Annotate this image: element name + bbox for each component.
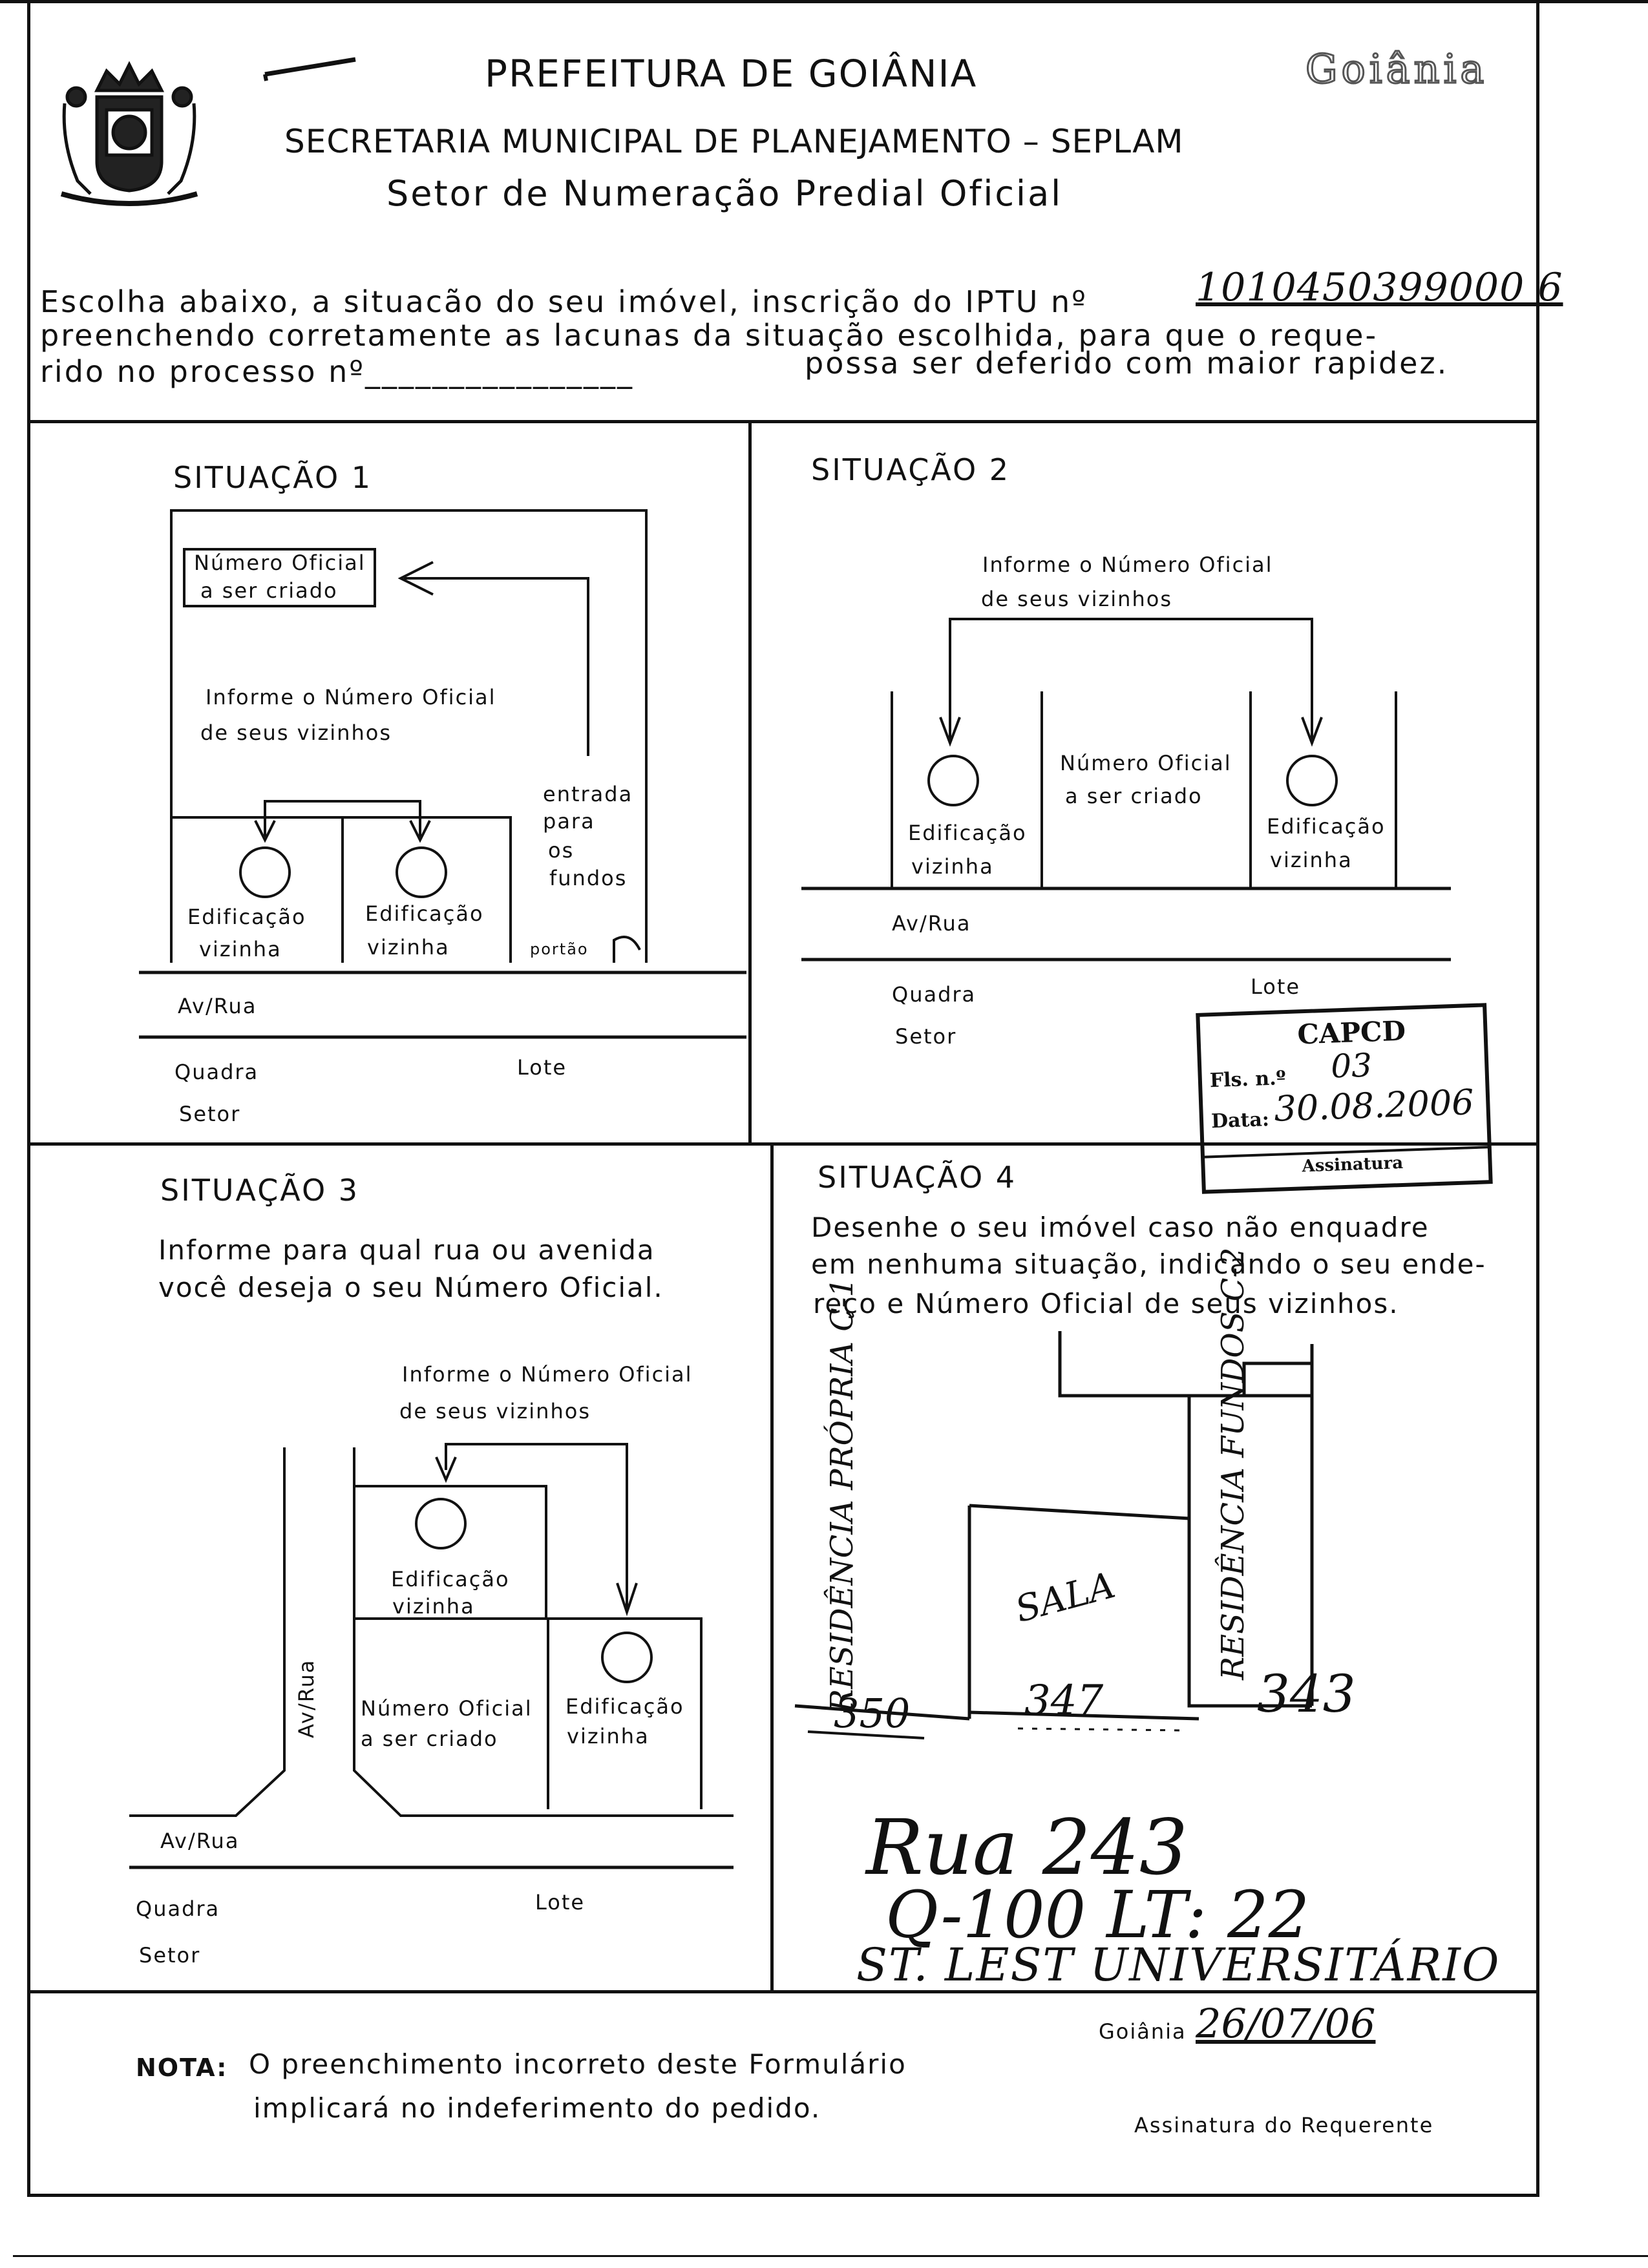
sit2-quadra: Quadra [892, 982, 977, 1007]
situation-4-title: SITUAÇÃO 4 [818, 1160, 1017, 1195]
sit1-box-label-2: a ser criado [200, 578, 338, 603]
secretaria-title: SECRETARIA MUNICIPAL DE PLANEJAMENTO – SEPLAM [284, 123, 1184, 160]
sit3-edif-r-2: vizinha [567, 1724, 650, 1748]
sit1-edif-b-1: Edificação [365, 901, 484, 926]
page-title: PREFEITURA DE GOIÂNIA [485, 52, 978, 96]
sit3-inform-1: Informe o Número Oficial [402, 1362, 693, 1387]
iptu-number[interactable]: 1010450399000 6 [1196, 265, 1563, 310]
intro-line-3b: possa ser deferido com maior rapidez. [805, 346, 1449, 381]
sit4-address-line-2: Q-100 LT: 22 [885, 1877, 1310, 1953]
sit2-mid-2: a ser criado [1065, 784, 1203, 808]
sit3-edif-top-2: vizinha [392, 1594, 475, 1619]
situation-3-title: SITUAÇÃO 3 [160, 1173, 360, 1208]
footer-goiania: Goiânia [1099, 2019, 1187, 2044]
sit1-lote: Lote [517, 1055, 567, 1080]
sit2-edif-a-1: Edificação [908, 821, 1027, 845]
sit3-avrua-vertical: Av/Rua [294, 1659, 319, 1738]
stamp-assinatura: Assinatura [1302, 1153, 1404, 1177]
sit3-setor: Setor [139, 1943, 201, 1968]
sit3-edif-top-1: Edificação [391, 1567, 510, 1591]
sit3-quadra: Quadra [136, 1896, 220, 1921]
sit1-quadra: Quadra [174, 1060, 259, 1084]
intro-line-3a: rido no processo nº________________ [40, 354, 634, 389]
sit2-edif-b-1: Edificação [1267, 814, 1386, 839]
sit4-desc-3: reço e Número Oficial de seus vizinhos. [813, 1288, 1399, 1319]
sit1-neighbor-marker-b [396, 846, 447, 898]
bottom-rule [13, 2255, 1648, 2257]
sit4-sala: SALA [1011, 1564, 1120, 1632]
sit2-lote: Lote [1251, 974, 1301, 999]
sit3-neighbor-marker-right [601, 1632, 653, 1683]
sit3-edif-r-1: Edificação [565, 1694, 684, 1719]
sit2-mid-1: Número Oficial [1060, 751, 1232, 775]
sit3-lote: Lote [535, 1890, 586, 1915]
logo-text: Goiânia [1305, 45, 1488, 92]
sit1-avrua: Av/Rua [178, 994, 257, 1018]
sit4-desc-2: em nenhuma situação, indicando o seu ende- [811, 1248, 1486, 1280]
sit2-edif-a-2: vizinha [911, 854, 994, 879]
stamp-fls-value: 03 [1330, 1046, 1373, 1086]
grid-center-bottom [770, 1142, 774, 1990]
sit2-avrua: Av/Rua [892, 911, 971, 936]
sit1-portao: portão [530, 940, 589, 958]
sit1-edif-a-2: vizinha [199, 937, 282, 961]
footer-assinatura-label: Assinatura do Requerente [1134, 2113, 1434, 2137]
sit2-setor: Setor [895, 1024, 957, 1049]
sit1-inform-2: de seus vizinhos [200, 720, 392, 745]
sit3-mid-2: a ser criado [361, 1727, 498, 1751]
sit4-num-350: 350 [834, 1690, 911, 1737]
sit1-entrada-3: os [548, 838, 575, 863]
stamp-title: CAPCD [1296, 1014, 1406, 1051]
sit1-box-label-1: Número Oficial [194, 551, 366, 575]
nota-line-2: implicará no indeferimento do pedido. [253, 2092, 821, 2124]
sit2-neighbor-marker-b [1286, 755, 1338, 806]
nota-label: NOTA: [136, 2053, 228, 2082]
sit3-mid-1: Número Oficial [361, 1696, 533, 1721]
sit1-edif-b-2: vizinha [367, 935, 450, 960]
sit1-edif-a-1: Edificação [187, 905, 306, 929]
sit1-inform-1: Informe o Número Oficial [206, 685, 496, 709]
sit2-edif-b-2: vizinha [1270, 848, 1353, 872]
top-rule [0, 0, 1648, 3]
sit4-num-343: 343 [1257, 1664, 1356, 1724]
footer-date[interactable]: 26/07/06 [1196, 2000, 1376, 2047]
sit3-avrua: Av/Rua [160, 1829, 240, 1853]
intro-line-1: Escolha abaixo, a situacão do seu imóvel, inscrição do IPTU nº [40, 284, 1088, 319]
stamp-data-label: Data: [1210, 1108, 1270, 1133]
sit3-desc-2: você deseja o seu Número Oficial. [158, 1272, 664, 1303]
sit4-residencia-propria: RESIDÊNCIA PRÓPRIA C-1 [824, 1277, 860, 1712]
stamp-data-value: 30.08.2006 [1273, 1082, 1475, 1129]
sit4-address-line-3: ST. LEST UNIVERSITÁRIO [856, 1938, 1501, 1991]
sit3-inform-2: de seus vizinhos [399, 1399, 591, 1423]
sit2-neighbor-marker-a [927, 755, 979, 806]
sit3-neighbor-marker-top [415, 1498, 467, 1549]
sit1-entrada-1: entrada [543, 782, 633, 806]
setor-title: Setor de Numeração Predial Oficial [386, 173, 1063, 214]
stamp-fls-label: Fls. n.º [1209, 1067, 1287, 1093]
sit1-setor: Setor [179, 1102, 241, 1126]
sit4-residencia-fundos: RESIDÊNCIA FUNDOS C-2 [1215, 1247, 1251, 1680]
sit2-inform-2: de seus vizinhos [981, 587, 1172, 611]
sit1-entrada-4: fundos [549, 866, 628, 890]
intro-line-2: preenchendo corretamente as lacunas da situação escolhida, para que o reque- [40, 318, 1379, 353]
sit4-desc-1: Desenhe o seu imóvel caso não enquadre [811, 1212, 1430, 1243]
grid-top [27, 420, 1539, 423]
nota-line-1: O preenchimento incorreto deste Formulário [249, 2048, 907, 2080]
sit1-entrada-2: para [543, 809, 595, 834]
sit3-desc-1: Informe para qual rua ou avenida [158, 1234, 655, 1266]
sit4-address-line-1: Rua 243 [866, 1803, 1188, 1892]
sit1-neighbor-marker-a [239, 846, 291, 898]
sit4-num-347: 347 [1024, 1677, 1104, 1725]
capcd-stamp [1196, 1003, 1492, 1194]
grid-center-top [748, 420, 752, 1142]
situation-1-title: SITUAÇÃO 1 [173, 460, 373, 495]
situation-2-title: SITUAÇÃO 2 [811, 452, 1011, 487]
sit2-inform-1: Informe o Número Oficial [982, 552, 1273, 577]
